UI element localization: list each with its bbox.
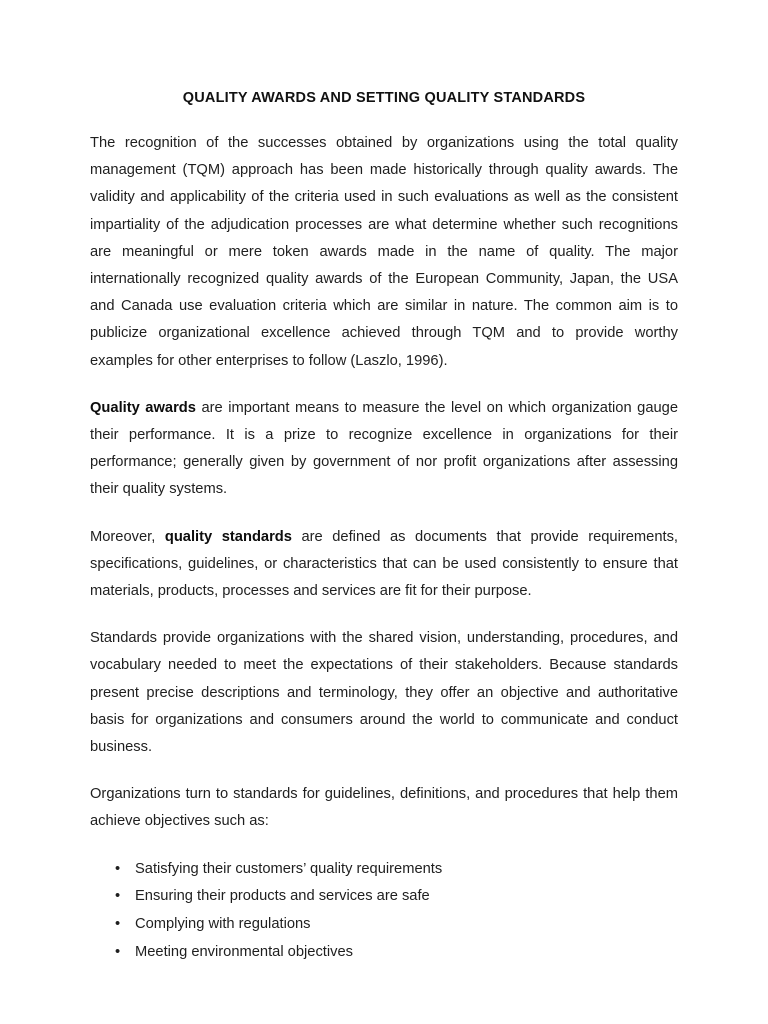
quality-awards-body: are important means to measure the level on which organization gauge their performance. It is a prize to recognize excellence in organizations for their performance; generally given by government of nor profit organizations after assessing their quality systems. — [90, 399, 678, 498]
list-item — [90, 856, 678, 883]
bullet-icon: • — [115, 943, 121, 960]
bullet-icon: • — [115, 916, 121, 933]
bullet-icon: • — [115, 860, 121, 877]
objectives-bullet-list — [90, 856, 678, 966]
quality-standards-prefix: Moreover, — [90, 528, 165, 545]
list-item-label: Complying with regulations — [135, 916, 311, 933]
paragraph-objectives-intro: Organizations turn to standards for guidelines, definitions, and procedures that help them achieve objectives such as: — [90, 786, 678, 830]
paragraph-standards-provide: Standards provide organizations with the shared vision, understanding, procedures, and vocabulary needed to meet the expectations of their stakeholders. Because standards present precise descriptions and terminology, they offer an objective and authoritative basis for organizations and consumers around the world to communicate and conduct business. — [90, 630, 678, 756]
paragraph-quality-awards — [90, 395, 678, 504]
quality-awards-bold-lead: Quality awards — [90, 399, 196, 416]
list-item — [90, 911, 678, 938]
paragraph-quality-standards — [90, 524, 678, 606]
list-item — [90, 939, 678, 966]
document-body — [90, 88, 678, 966]
list-item-label: Ensuring their products and services are safe — [135, 888, 430, 905]
list-item-label: Meeting environmental objectives — [135, 943, 353, 960]
bullet-icon: • — [115, 888, 121, 905]
quality-standards-body: are defined as documents that provide requirements, specifications, guidelines, or characteristics that can be used consistently to ensure that materials, products, processes and services are fit for their purpose. — [90, 528, 678, 600]
quality-standards-bold-term: quality standards — [164, 528, 292, 545]
list-item — [90, 883, 678, 910]
page-title: QUALITY AWARDS AND SETTING QUALITY STANDARDS — [182, 90, 586, 106]
paragraph-intro: The recognition of the successes obtained by organizations using the total quality management (TQM) approach has been made historically through quality awards. The validity and applicability of the criteria used in such evaluations as well as the consistent impartiality of the adjudication processes are what determine whether such recognitions are meaningful or mere token awards made in the name of quality. The major internationally recognized quality awards of the European Community, Japan, the USA and Canada use evaluation criteria which are similar in nature. The common aim is to publicize organizational excellence achieved through TQM and to provide worthy examples for other enterprises to follow (Laszlo, 1996). — [90, 135, 678, 369]
list-item-label: Satisfying their customers’ quality requirements — [135, 860, 443, 877]
